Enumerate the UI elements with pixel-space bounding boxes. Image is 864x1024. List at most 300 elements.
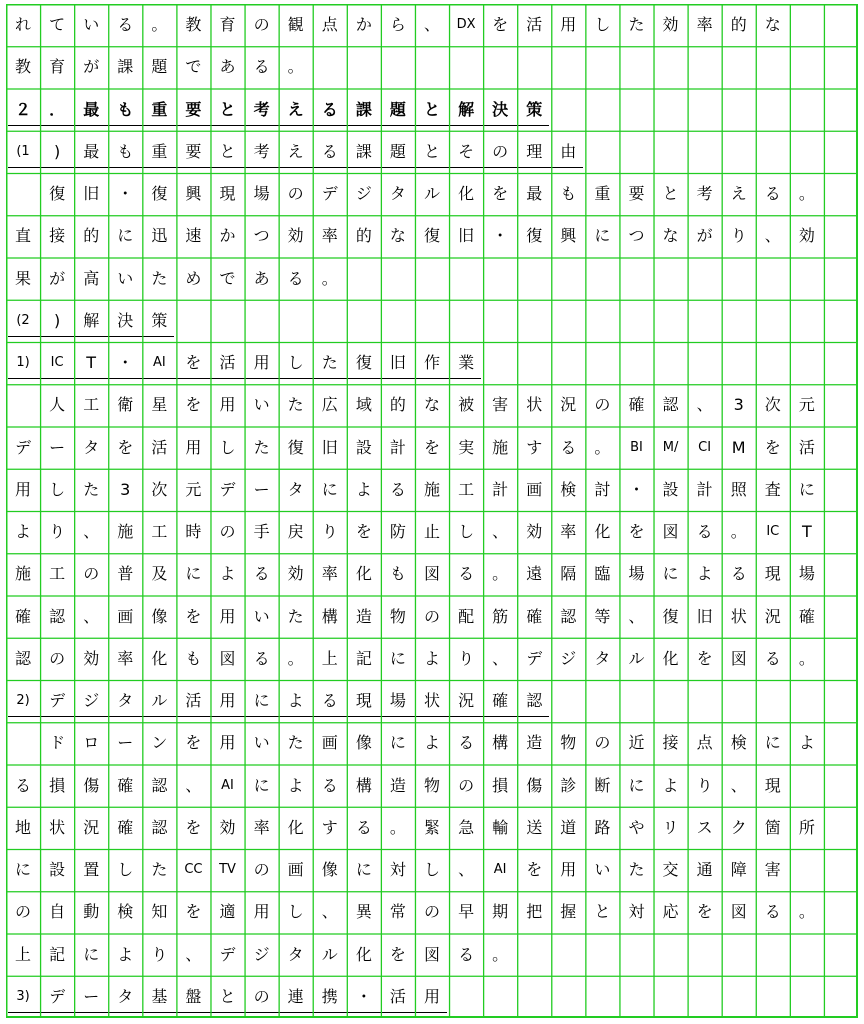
manuscript-char: 策 xyxy=(151,310,168,330)
manuscript-char: た xyxy=(287,606,304,626)
manuscript-char: 実 xyxy=(458,437,475,457)
manuscript-char: 道 xyxy=(560,817,577,837)
manuscript-char: (1 xyxy=(16,143,30,159)
manuscript-char: え xyxy=(287,99,304,119)
manuscript-char: 認 xyxy=(49,606,66,626)
manuscript-char: の xyxy=(49,648,66,668)
manuscript-char: 及 xyxy=(151,564,168,584)
manuscript-char: が xyxy=(49,268,66,288)
manuscript-char: 物 xyxy=(560,733,577,753)
manuscript-char: 携 xyxy=(321,986,338,1006)
manuscript-char: 、 xyxy=(185,775,202,795)
manuscript-char: 場 xyxy=(253,184,270,203)
manuscript-char: 課 xyxy=(355,99,372,119)
manuscript-char: 用 xyxy=(219,733,236,753)
manuscript-char: の xyxy=(83,564,100,584)
manuscript-char: 要 xyxy=(185,141,202,161)
manuscript-char: り xyxy=(321,522,338,541)
manuscript-char: よ xyxy=(219,564,236,584)
manuscript-char: や xyxy=(628,817,645,837)
manuscript-char: 検 xyxy=(560,479,577,499)
manuscript-char: 図 xyxy=(662,522,679,541)
manuscript-char: 図 xyxy=(730,902,747,922)
manuscript-char: 工 xyxy=(151,522,168,541)
manuscript-char: 、 xyxy=(321,902,338,922)
manuscript-char: に xyxy=(117,226,134,246)
manuscript-char: ー xyxy=(49,437,66,457)
manuscript-char: す xyxy=(526,437,543,457)
manuscript-char: 高 xyxy=(83,268,100,288)
manuscript-char: 化 xyxy=(355,944,372,964)
manuscript-char: し xyxy=(287,902,304,922)
manuscript-char: 化 xyxy=(151,648,168,668)
manuscript-char: DX xyxy=(456,17,476,32)
manuscript-char: に xyxy=(15,860,32,879)
manuscript-char: 現 xyxy=(764,775,781,795)
manuscript-char: 自 xyxy=(49,902,66,922)
manuscript-char: か xyxy=(355,15,372,34)
manuscript-char: 用 xyxy=(253,353,270,372)
manuscript-char: を xyxy=(423,437,440,457)
manuscript-char: 。 xyxy=(389,817,406,837)
manuscript-char: ・ xyxy=(117,184,134,203)
manuscript-char: 効 xyxy=(526,522,543,541)
manuscript-char: 計 xyxy=(389,437,406,457)
manuscript-char: 作 xyxy=(423,353,440,372)
manuscript-char: 由 xyxy=(560,141,577,161)
manuscript-char: 活 xyxy=(798,437,815,457)
manuscript-char: 盤 xyxy=(185,986,202,1006)
manuscript-char: 次 xyxy=(764,395,781,415)
manuscript-char: 況 xyxy=(83,817,100,837)
manuscript-char: 連 xyxy=(287,986,304,1006)
manuscript-char: た xyxy=(321,353,338,372)
manuscript-char: 筋 xyxy=(492,606,509,626)
manuscript-char: BI xyxy=(630,439,643,455)
manuscript-char: 認 xyxy=(15,648,32,668)
manuscript-char: 復 xyxy=(287,437,304,457)
manuscript-char: 2) xyxy=(16,693,30,708)
manuscript-char: な xyxy=(764,15,781,34)
manuscript-char: 照 xyxy=(730,479,747,499)
manuscript-char: デ xyxy=(321,184,338,203)
manuscript-char: 旧 xyxy=(458,226,475,246)
manuscript-char: る xyxy=(287,268,304,288)
manuscript-char: い xyxy=(253,733,270,753)
manuscript-char: 早 xyxy=(458,902,475,922)
manuscript-char: CC xyxy=(184,862,203,877)
manuscript-char: 用 xyxy=(219,691,236,710)
manuscript-char: 考 xyxy=(253,99,270,119)
manuscript-char: 旧 xyxy=(696,606,713,626)
manuscript-char: と xyxy=(219,99,236,119)
manuscript-char: た xyxy=(628,15,645,34)
manuscript-char: 化 xyxy=(458,184,475,203)
manuscript-char: を xyxy=(696,648,713,668)
manuscript-char: と xyxy=(219,141,236,161)
manuscript-char: 検 xyxy=(730,733,747,753)
manuscript-char: 像 xyxy=(355,733,372,753)
manuscript-char: 図 xyxy=(219,648,236,668)
manuscript-char: 傷 xyxy=(526,775,543,795)
manuscript-char: 復 xyxy=(151,184,168,203)
manuscript-char: 知 xyxy=(151,902,168,922)
manuscript-char: 確 xyxy=(798,606,815,626)
manuscript-char: デ xyxy=(219,944,236,964)
manuscript-char: え xyxy=(730,184,747,203)
manuscript-char: 。 xyxy=(798,902,815,922)
manuscript-char: し xyxy=(117,860,134,879)
manuscript-char: 星 xyxy=(151,395,168,415)
manuscript-char: が xyxy=(83,57,100,77)
manuscript-char: デ xyxy=(49,986,66,1006)
manuscript-char: 遠 xyxy=(526,564,543,584)
manuscript-char: ン xyxy=(151,733,168,753)
manuscript-char: と xyxy=(594,902,611,922)
manuscript-char: 率 xyxy=(117,648,134,668)
manuscript-char: と xyxy=(662,184,679,203)
manuscript-char: 。 xyxy=(321,268,338,288)
manuscript-char: よ xyxy=(15,522,32,541)
manuscript-char: り xyxy=(730,226,747,246)
manuscript-char: ク xyxy=(730,817,747,837)
manuscript-char: よ xyxy=(423,733,440,753)
manuscript-char: タ xyxy=(287,944,304,964)
manuscript-char: に xyxy=(628,775,645,795)
manuscript-char: る xyxy=(355,817,372,837)
manuscript-char: に xyxy=(253,775,270,795)
manuscript-char: 検 xyxy=(117,902,134,922)
manuscript-char: を xyxy=(628,522,645,541)
manuscript-char: え xyxy=(287,141,304,161)
manuscript-char: リ xyxy=(662,817,679,837)
manuscript-char: 接 xyxy=(662,733,679,753)
manuscript-char: る xyxy=(15,775,32,795)
manuscript-char: 損 xyxy=(49,775,66,795)
manuscript-char: 上 xyxy=(15,944,32,964)
manuscript-char: 。 xyxy=(151,15,168,34)
manuscript-char: 認 xyxy=(526,691,543,710)
manuscript-char: 。 xyxy=(492,944,509,964)
manuscript-char: 理 xyxy=(526,141,543,161)
manuscript-char: 状 xyxy=(730,606,747,626)
manuscript-char: 。 xyxy=(798,648,815,668)
manuscript-char: の xyxy=(219,522,236,541)
manuscript-char: ． xyxy=(49,99,66,119)
manuscript-char: 状 xyxy=(49,817,66,837)
manuscript-char: 送 xyxy=(526,817,543,837)
manuscript-char: 工 xyxy=(83,395,100,415)
manuscript-char: 要 xyxy=(185,99,202,119)
manuscript-char: 工 xyxy=(49,564,66,584)
manuscript-char: タ xyxy=(594,648,611,668)
manuscript-char: 興 xyxy=(185,184,202,203)
manuscript-char: 現 xyxy=(764,564,781,584)
manuscript-char: 戻 xyxy=(287,522,304,541)
manuscript-char: 業 xyxy=(458,353,475,372)
manuscript-char: 対 xyxy=(389,860,406,879)
manuscript-char: ) xyxy=(53,141,61,161)
manuscript-char: よ xyxy=(117,944,134,964)
manuscript-char: 率 xyxy=(253,817,270,837)
manuscript-char: い xyxy=(83,15,100,34)
manuscript-char: の xyxy=(253,986,270,1006)
manuscript-char: 現 xyxy=(355,691,372,710)
manuscript-char: 興 xyxy=(560,226,577,246)
manuscript-char: 損 xyxy=(492,775,509,795)
manuscript-char: M/ xyxy=(662,439,679,455)
manuscript-char: IC xyxy=(766,524,780,539)
manuscript-char: に xyxy=(355,860,372,879)
manuscript-char: と xyxy=(423,141,440,161)
manuscript-char: ロ xyxy=(83,733,100,753)
manuscript-char: 最 xyxy=(526,184,543,203)
manuscript-char: 題 xyxy=(389,141,406,161)
manuscript-char: 施 xyxy=(15,564,32,584)
manuscript-char: AI xyxy=(152,355,166,370)
manuscript-char: た xyxy=(628,860,645,879)
manuscript-char: 化 xyxy=(287,817,304,837)
manuscript-char: 認 xyxy=(662,395,679,415)
manuscript-char: 課 xyxy=(355,141,372,161)
manuscript-char: 効 xyxy=(662,15,679,34)
manuscript-char: 配 xyxy=(458,606,475,626)
manuscript-char: の xyxy=(423,902,440,922)
manuscript-char: 解 xyxy=(83,310,100,330)
manuscript-char: を xyxy=(185,817,202,837)
manuscript-char: 的 xyxy=(389,395,406,415)
manuscript-char: し xyxy=(287,353,304,372)
manuscript-char: よ xyxy=(423,648,440,668)
manuscript-char: 画 xyxy=(526,479,543,499)
manuscript-char: 期 xyxy=(492,902,509,922)
manuscript-char: 化 xyxy=(594,522,611,541)
manuscript-char: 画 xyxy=(287,860,304,879)
manuscript-char: 計 xyxy=(696,479,713,499)
manuscript-char: る xyxy=(253,648,270,668)
manuscript-char: 。 xyxy=(287,57,304,77)
manuscript-char: 急 xyxy=(458,817,475,837)
manuscript-char: 、 xyxy=(730,775,747,795)
manuscript-char: 用 xyxy=(15,479,32,499)
manuscript-char: と xyxy=(219,986,236,1006)
manuscript-char: の xyxy=(594,733,611,753)
manuscript-char: 対 xyxy=(628,902,645,922)
manuscript-char: 確 xyxy=(117,775,134,795)
manuscript-char: 考 xyxy=(253,141,270,161)
manuscript-char: 復 xyxy=(662,606,679,626)
manuscript-char: り xyxy=(696,775,713,795)
manuscript-char: よ xyxy=(287,775,304,795)
manuscript-char: 活 xyxy=(185,691,202,710)
manuscript-char: に xyxy=(83,944,100,964)
manuscript-char: 記 xyxy=(355,648,372,668)
manuscript-sheet xyxy=(6,4,858,1018)
manuscript-char: 造 xyxy=(389,775,406,795)
manuscript-char: 設 xyxy=(49,860,66,879)
manuscript-char: ら xyxy=(389,15,406,34)
manuscript-char: 決 xyxy=(492,99,509,119)
manuscript-char: 旧 xyxy=(83,184,100,203)
manuscript-char: 常 xyxy=(389,902,406,922)
manuscript-char: し xyxy=(49,479,66,499)
manuscript-char: TV xyxy=(219,862,236,877)
manuscript-char: 造 xyxy=(526,733,543,753)
manuscript-char: 施 xyxy=(423,479,440,499)
manuscript-char: あ xyxy=(253,268,270,288)
manuscript-char: 時 xyxy=(185,522,202,541)
manuscript-char: を xyxy=(696,902,713,922)
manuscript-char: デ xyxy=(219,479,236,499)
manuscript-char: 元 xyxy=(798,395,815,415)
manuscript-char: と xyxy=(423,99,440,119)
manuscript-char: る xyxy=(117,15,134,34)
manuscript-char: た xyxy=(253,437,270,457)
manuscript-char: い xyxy=(117,268,134,288)
manuscript-char: 点 xyxy=(321,15,338,34)
manuscript-char: 重 xyxy=(151,141,168,161)
manuscript-char: も xyxy=(389,564,406,584)
manuscript-char: し xyxy=(219,437,236,457)
manuscript-char: る xyxy=(253,564,270,584)
manuscript-char: な xyxy=(662,226,679,246)
manuscript-char: し xyxy=(458,522,475,541)
manuscript-char: 確 xyxy=(15,606,32,626)
manuscript-char: 点 xyxy=(696,733,713,753)
manuscript-char: M xyxy=(731,437,746,457)
manuscript-char: の xyxy=(423,606,440,626)
manuscript-char: る xyxy=(253,57,270,77)
manuscript-char: を xyxy=(185,902,202,922)
manuscript-char: も xyxy=(117,141,134,161)
manuscript-char: に xyxy=(389,733,406,753)
manuscript-char: れ xyxy=(15,15,32,34)
manuscript-char: 現 xyxy=(219,184,236,203)
manuscript-char: 場 xyxy=(389,691,406,710)
manuscript-char: を xyxy=(492,184,509,203)
manuscript-char: る xyxy=(458,564,475,584)
manuscript-char: デ xyxy=(15,437,32,457)
manuscript-char: 率 xyxy=(321,226,338,246)
manuscript-char: 用 xyxy=(253,902,270,922)
manuscript-char: 広 xyxy=(321,395,338,415)
manuscript-char: り xyxy=(49,522,66,541)
manuscript-char: る xyxy=(321,775,338,795)
manuscript-char: を xyxy=(355,522,372,541)
manuscript-char: ・ xyxy=(355,986,372,1006)
manuscript-char: た xyxy=(83,479,100,499)
manuscript-char: 認 xyxy=(151,775,168,795)
manuscript-char: 査 xyxy=(764,479,781,499)
manuscript-char: 施 xyxy=(117,522,134,541)
manuscript-char: タ xyxy=(83,437,100,457)
manuscript-char: ル xyxy=(151,691,168,710)
manuscript-char: 効 xyxy=(798,226,815,246)
manuscript-char: 題 xyxy=(151,57,168,77)
manuscript-char: 応 xyxy=(662,902,679,922)
manuscript-char: 題 xyxy=(389,99,406,119)
manuscript-char: 状 xyxy=(526,395,543,415)
manuscript-char: 把 xyxy=(526,902,543,922)
manuscript-char: 、 xyxy=(628,606,645,626)
manuscript-char: T xyxy=(86,353,97,372)
manuscript-char: 害 xyxy=(764,860,781,879)
manuscript-char: 画 xyxy=(321,733,338,753)
manuscript-char: 断 xyxy=(594,775,611,795)
manuscript-char: 教 xyxy=(15,57,32,77)
manuscript-char: る xyxy=(321,691,338,710)
manuscript-char: る xyxy=(389,479,406,499)
manuscript-char: タ xyxy=(117,691,134,710)
manuscript-char: 施 xyxy=(492,437,509,457)
manuscript-char: が xyxy=(696,226,713,246)
manuscript-char: り xyxy=(151,944,168,964)
manuscript-char: ) xyxy=(53,310,61,330)
manuscript-char: 活 xyxy=(219,353,236,372)
manuscript-char: 図 xyxy=(730,648,747,668)
manuscript-char: か xyxy=(219,226,236,246)
manuscript-char: 元 xyxy=(185,479,202,499)
manuscript-char: 、 xyxy=(492,648,509,668)
manuscript-char: に xyxy=(798,479,815,499)
manuscript-char: 交 xyxy=(662,860,679,879)
manuscript-char: 復 xyxy=(49,184,66,203)
manuscript-char: の xyxy=(492,141,509,161)
manuscript-char: ジ xyxy=(560,648,577,668)
manuscript-char: の xyxy=(253,860,270,879)
manuscript-char: で xyxy=(185,57,202,77)
manuscript-char: 設 xyxy=(662,479,679,499)
manuscript-char: 活 xyxy=(389,986,406,1006)
manuscript-char: 止 xyxy=(423,522,440,541)
manuscript-char: ジ xyxy=(355,184,372,203)
manuscript-char: 決 xyxy=(117,310,134,330)
manuscript-char: 近 xyxy=(628,733,645,753)
manuscript-char: 人 xyxy=(49,395,66,415)
manuscript-char: 況 xyxy=(458,691,475,710)
manuscript-char: 用 xyxy=(219,606,236,626)
manuscript-char: る xyxy=(764,648,781,668)
manuscript-char: 地 xyxy=(15,817,32,837)
manuscript-char: に xyxy=(662,564,679,584)
manuscript-char: 造 xyxy=(355,606,372,626)
manuscript-char: ー xyxy=(117,733,134,753)
manuscript-char: つ xyxy=(628,226,645,246)
manuscript-char: る xyxy=(321,99,338,119)
manuscript-char: の xyxy=(594,395,611,415)
manuscript-char: 接 xyxy=(49,226,66,246)
manuscript-char: 衛 xyxy=(117,395,134,415)
manuscript-char: め xyxy=(185,268,202,288)
manuscript-char: て xyxy=(49,15,66,34)
manuscript-char: よ xyxy=(287,691,304,710)
manuscript-char: 動 xyxy=(83,902,100,922)
manuscript-char: 所 xyxy=(798,817,815,837)
manuscript-char: 用 xyxy=(185,437,202,457)
manuscript-char: デ xyxy=(49,691,66,710)
manuscript-char: を xyxy=(492,15,509,34)
manuscript-char: 策 xyxy=(526,99,543,119)
manuscript-char: よ xyxy=(355,479,372,499)
manuscript-char: 効 xyxy=(287,564,304,584)
manuscript-char: 臨 xyxy=(594,564,611,584)
manuscript-char: る xyxy=(764,902,781,922)
manuscript-char: AI xyxy=(221,777,234,793)
manuscript-char: を xyxy=(117,437,134,457)
manuscript-char: 育 xyxy=(49,57,66,77)
manuscript-char: 確 xyxy=(492,691,509,710)
manuscript-char: 的 xyxy=(355,226,372,246)
